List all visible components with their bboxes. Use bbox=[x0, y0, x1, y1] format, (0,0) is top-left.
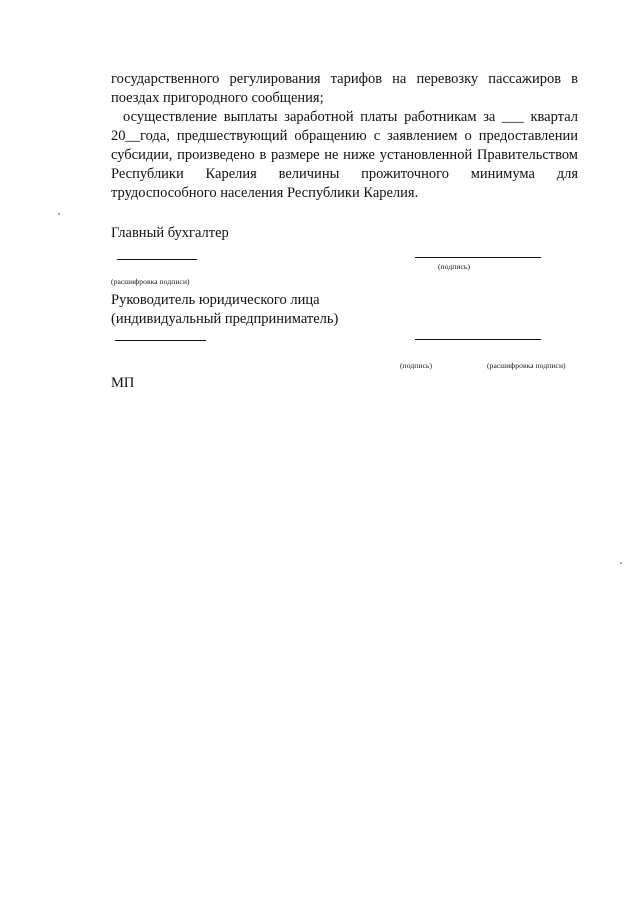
scan-speck bbox=[620, 562, 622, 564]
head-title-line2: (индивидуальный предприниматель) bbox=[111, 311, 339, 327]
head-signature-line bbox=[415, 339, 541, 340]
chief-accountant-title: Главный бухгалтер bbox=[111, 225, 229, 241]
chief-accountant-transcript-line bbox=[117, 259, 197, 260]
stamp-label: МП bbox=[111, 375, 135, 391]
head-transcript-line bbox=[115, 340, 206, 341]
chief-accountant-transcript-caption: (расшифровка подписи) bbox=[111, 277, 190, 286]
head-signature-caption: (подпись) bbox=[400, 361, 433, 370]
scan-speck bbox=[58, 213, 60, 215]
paragraph-tariff-regulation: государственного регулирования тарифов на перевозку пассажиров в поездах пригородного сообщения; bbox=[111, 71, 578, 106]
chief-accountant-signature-line bbox=[415, 257, 541, 258]
head-transcript-caption: (расшифровка подписи) bbox=[487, 361, 566, 370]
chief-accountant-signature-caption: (подпись) bbox=[438, 262, 471, 271]
paragraph-salary-payment: осуществление выплаты заработной платы работникам за ___ квартал 20__года, предшествующий обращению с заявлением о предоставлении субсидии, произведено в размере не ниже установленной Правительством Республики Карелия величины прожиточного минимума для трудоспособного населения Республики Карелия. bbox=[111, 109, 578, 201]
head-title-line1: Руководитель юридического лица bbox=[111, 292, 320, 308]
